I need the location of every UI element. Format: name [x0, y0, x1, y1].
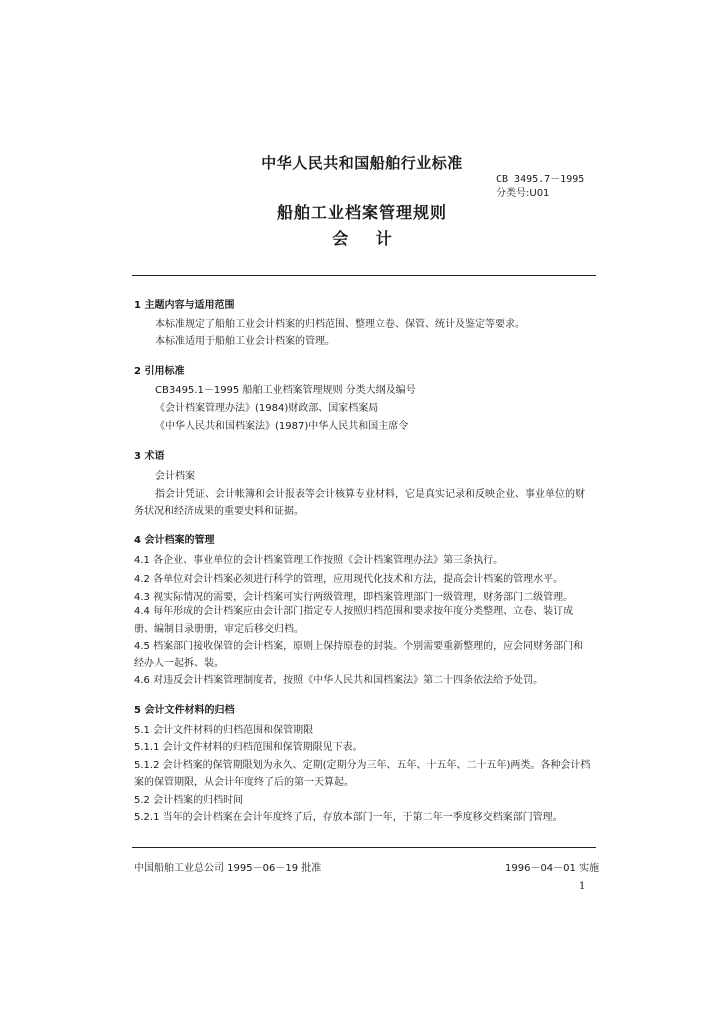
section-4-heading: 4 会计档案的管理 — [134, 535, 215, 546]
reference-standard: 《会计档案管理办法》(1984)财政部、国家档案局 — [155, 403, 379, 414]
footer-divider — [132, 847, 596, 848]
standard-title: 中华人民共和国船舶行业标准 — [261, 154, 463, 172]
standard-code: CB 3495.7－1995 — [496, 174, 585, 185]
term-definition: 务状况和经济成果的重要史料和证据。 — [134, 506, 304, 517]
clause-4-5: 4.5 档案部门接收保管的会计档案，原则上保持原卷的封装。个别需要重新整理的，应会同财务部门和 — [134, 641, 584, 652]
term-name: 会计档案 — [155, 471, 195, 482]
clause-4-1: 4.1 各企业、事业单位的会计档案管理工作按照《会计档案管理办法》第三条执行。 — [134, 555, 504, 566]
section-3-heading: 3 术语 — [134, 451, 165, 462]
term-definition: 指会计凭证、会计帐簿和会计报表等会计核算专业材料，它是真实记录和反映企业、事业单位的财 — [155, 489, 585, 500]
document-title: 船舶工业档案管理规则 — [276, 203, 447, 222]
document-subtitle: 会 计 — [332, 229, 392, 248]
clause-4-4: 4.4 每年形成的会计档案应由会计部门指定专人按照归档范围和要求按年度分类整理、立卷、装订成 — [134, 606, 574, 617]
section-1-paragraph: 本标准规定了船舶工业会计档案的归档范围、整理立卷、保管、统计及鉴定等要求。 — [155, 319, 525, 330]
page-number: 1 — [579, 881, 586, 892]
clause-5-2-1: 5.2.1 当年的会计档案在会计年度终了后，存放本部门一年，于第二年一季度移交档案部门管理。 — [134, 812, 563, 823]
clause-4-3: 4.3 视实际情况的需要，会计档案可实行两级管理，即档案管理部门一级管理，财务部门二级管理。 — [134, 592, 574, 603]
clause-5-1-2: 5.1.2 会计档案的保管期限划为永久、定期(定期分为三年、五年、十五年、二十五年)两类。各种会计档 — [134, 760, 591, 771]
clause-4-4-continued: 册、编制目录册册，审定后移交归档。 — [134, 624, 304, 635]
implementation-date: 1996－04－01 实施 — [505, 863, 600, 874]
clause-4-2: 4.2 各单位对会计档案必须进行科学的管理，应用现代化技术和方法，提高会计档案的管理水平。 — [134, 574, 564, 585]
classification-number: 分类号:U01 — [496, 188, 550, 199]
clause-5-2: 5.2 会计档案的归档时间 — [134, 795, 244, 806]
approval-line: 中国船舶工业总公司 1995－06－19 批准 — [134, 863, 322, 874]
section-1-heading: 1 主题内容与适用范围 — [134, 300, 235, 311]
clause-4-6: 4.6 对违反会计档案管理制度者，按照《中华人民共和国档案法》第二十四条依法给予处罚。 — [134, 675, 544, 686]
section-2-heading: 2 引用标准 — [134, 366, 185, 377]
header-divider — [132, 275, 596, 276]
clause-4-5-continued: 经办人一起拆、装。 — [134, 658, 224, 669]
clause-5-1-2-continued: 案的保管期限，从会计年度终了后的第一天算起。 — [134, 777, 354, 788]
reference-standard: 《中华人民共和国档案法》(1987)中华人民共和国主席令 — [155, 421, 409, 432]
section-1-paragraph: 本标准适用于船舶工业会计档案的管理。 — [155, 336, 335, 347]
clause-5-1: 5.1 会计文件材料的归档范围和保管期限 — [134, 725, 314, 736]
clause-5-1-1: 5.1.1 会计文件材料的归档范围和保管期限见下表。 — [134, 742, 363, 753]
section-5-heading: 5 会计文件材料的归档 — [134, 705, 235, 716]
reference-standard: CB3495.1－1995 船舶工业档案管理规则 分类大纲及编号 — [155, 385, 416, 396]
